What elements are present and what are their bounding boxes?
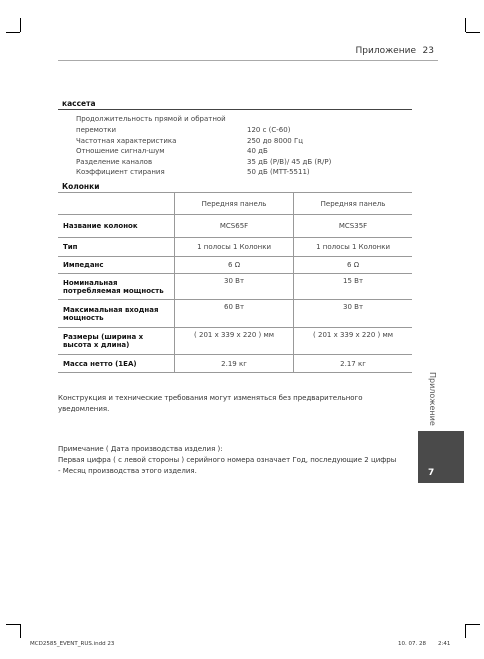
spec-label: Частотная характеристика [76, 136, 177, 145]
crop-mark [466, 32, 480, 33]
spec-value: 120 с (C-60) [247, 126, 291, 134]
cell-value: ( 201 x 339 x 220 ) мм [175, 328, 294, 355]
row-label: Тип [58, 238, 175, 257]
header-rule [58, 60, 438, 61]
spec-label: Коэффициент стирания [76, 168, 165, 176]
cell-value: MCS65F [175, 215, 294, 238]
production-date-title: Примечание ( Дата производства изделия ): [58, 445, 223, 453]
table-column-header: Передняя панель [175, 193, 294, 215]
crop-mark [20, 624, 21, 638]
row-label: Импеданс [58, 257, 175, 274]
crop-mark [20, 18, 21, 32]
production-date-line: Первая цифра ( с левой стороны ) серийного номера означает Год, последующие 2 цифры [58, 456, 397, 464]
cell-value: 1 полосы 1 Колонки [294, 238, 412, 257]
table-header-empty [58, 193, 175, 215]
row-label: Максимальная входная мощность [58, 300, 175, 328]
cell-value: 15 Вт [294, 274, 412, 300]
spec-label: Продолжительность прямой и обратной [76, 115, 226, 123]
page-number: 23 [422, 46, 434, 56]
production-date-line: - Месяц производства этого изделия. [58, 467, 197, 475]
cassette-heading: кассета [62, 99, 96, 108]
cell-value: 60 Вт [175, 300, 294, 328]
row-label: Масса нетто (1EA) [58, 355, 175, 373]
header-section-title: Приложение [355, 46, 416, 56]
footer-file: MCD2585_EVENT_RUS.indd 23 [30, 641, 115, 647]
cassette-rule [58, 109, 412, 110]
crop-mark [466, 624, 480, 625]
spec-value: 50 дБ (MTT-5511) [247, 168, 310, 176]
speakers-heading: Колонки [62, 182, 100, 191]
spec-value: 35 дБ (P/B)/ 45 дБ (R/P) [247, 157, 332, 166]
cell-value: 30 Вт [175, 274, 294, 300]
table-row [58, 355, 412, 373]
table-column-header: Передняя панель [294, 193, 412, 215]
table-row [58, 274, 412, 300]
spec-value: 40 дБ [247, 147, 268, 155]
footer-time: 2:41 [438, 641, 451, 647]
crop-mark [465, 18, 466, 32]
table-row [58, 238, 412, 257]
spec-label: перемотки [76, 126, 117, 134]
spec-label: Отношение сигнал-шум [76, 147, 165, 155]
row-label: Номинальная потребляемая мощность [58, 274, 175, 300]
footer-date: 10. 07. 28 [398, 641, 426, 647]
cell-value: 1 полосы 1 Колонки [175, 238, 294, 257]
cell-value: 6 Ω [294, 257, 412, 274]
table-header-row [58, 193, 412, 215]
design-change-note: Конструкция и технические требования могут изменяться без предварительного уведомления. [58, 394, 363, 413]
spec-value: 250 до 8000 Гц [247, 136, 304, 145]
row-label: Название колонок [58, 215, 175, 238]
table-row [58, 300, 412, 328]
table-row [58, 328, 412, 355]
crop-mark [6, 32, 20, 33]
chapter-number: 7 [428, 468, 435, 478]
side-section-label: Приложение [428, 372, 437, 426]
row-label: Размеры (ширина x высота x длина) [58, 328, 175, 355]
cell-value: 6 Ω [175, 257, 294, 274]
cell-value: ( 201 x 339 x 220 ) мм [294, 328, 412, 355]
cell-value: 30 Вт [294, 300, 412, 328]
cell-value: MCS35F [294, 215, 412, 238]
speakers-table [58, 192, 412, 373]
table-row [58, 257, 412, 274]
spec-label: Разделение каналов [76, 157, 153, 166]
cell-value: 2.19 кг [175, 355, 294, 373]
chapter-tab [418, 431, 464, 483]
crop-mark [465, 624, 466, 638]
crop-mark [6, 624, 20, 625]
table-row [58, 215, 412, 238]
cell-value: 2.17 кг [294, 355, 412, 373]
